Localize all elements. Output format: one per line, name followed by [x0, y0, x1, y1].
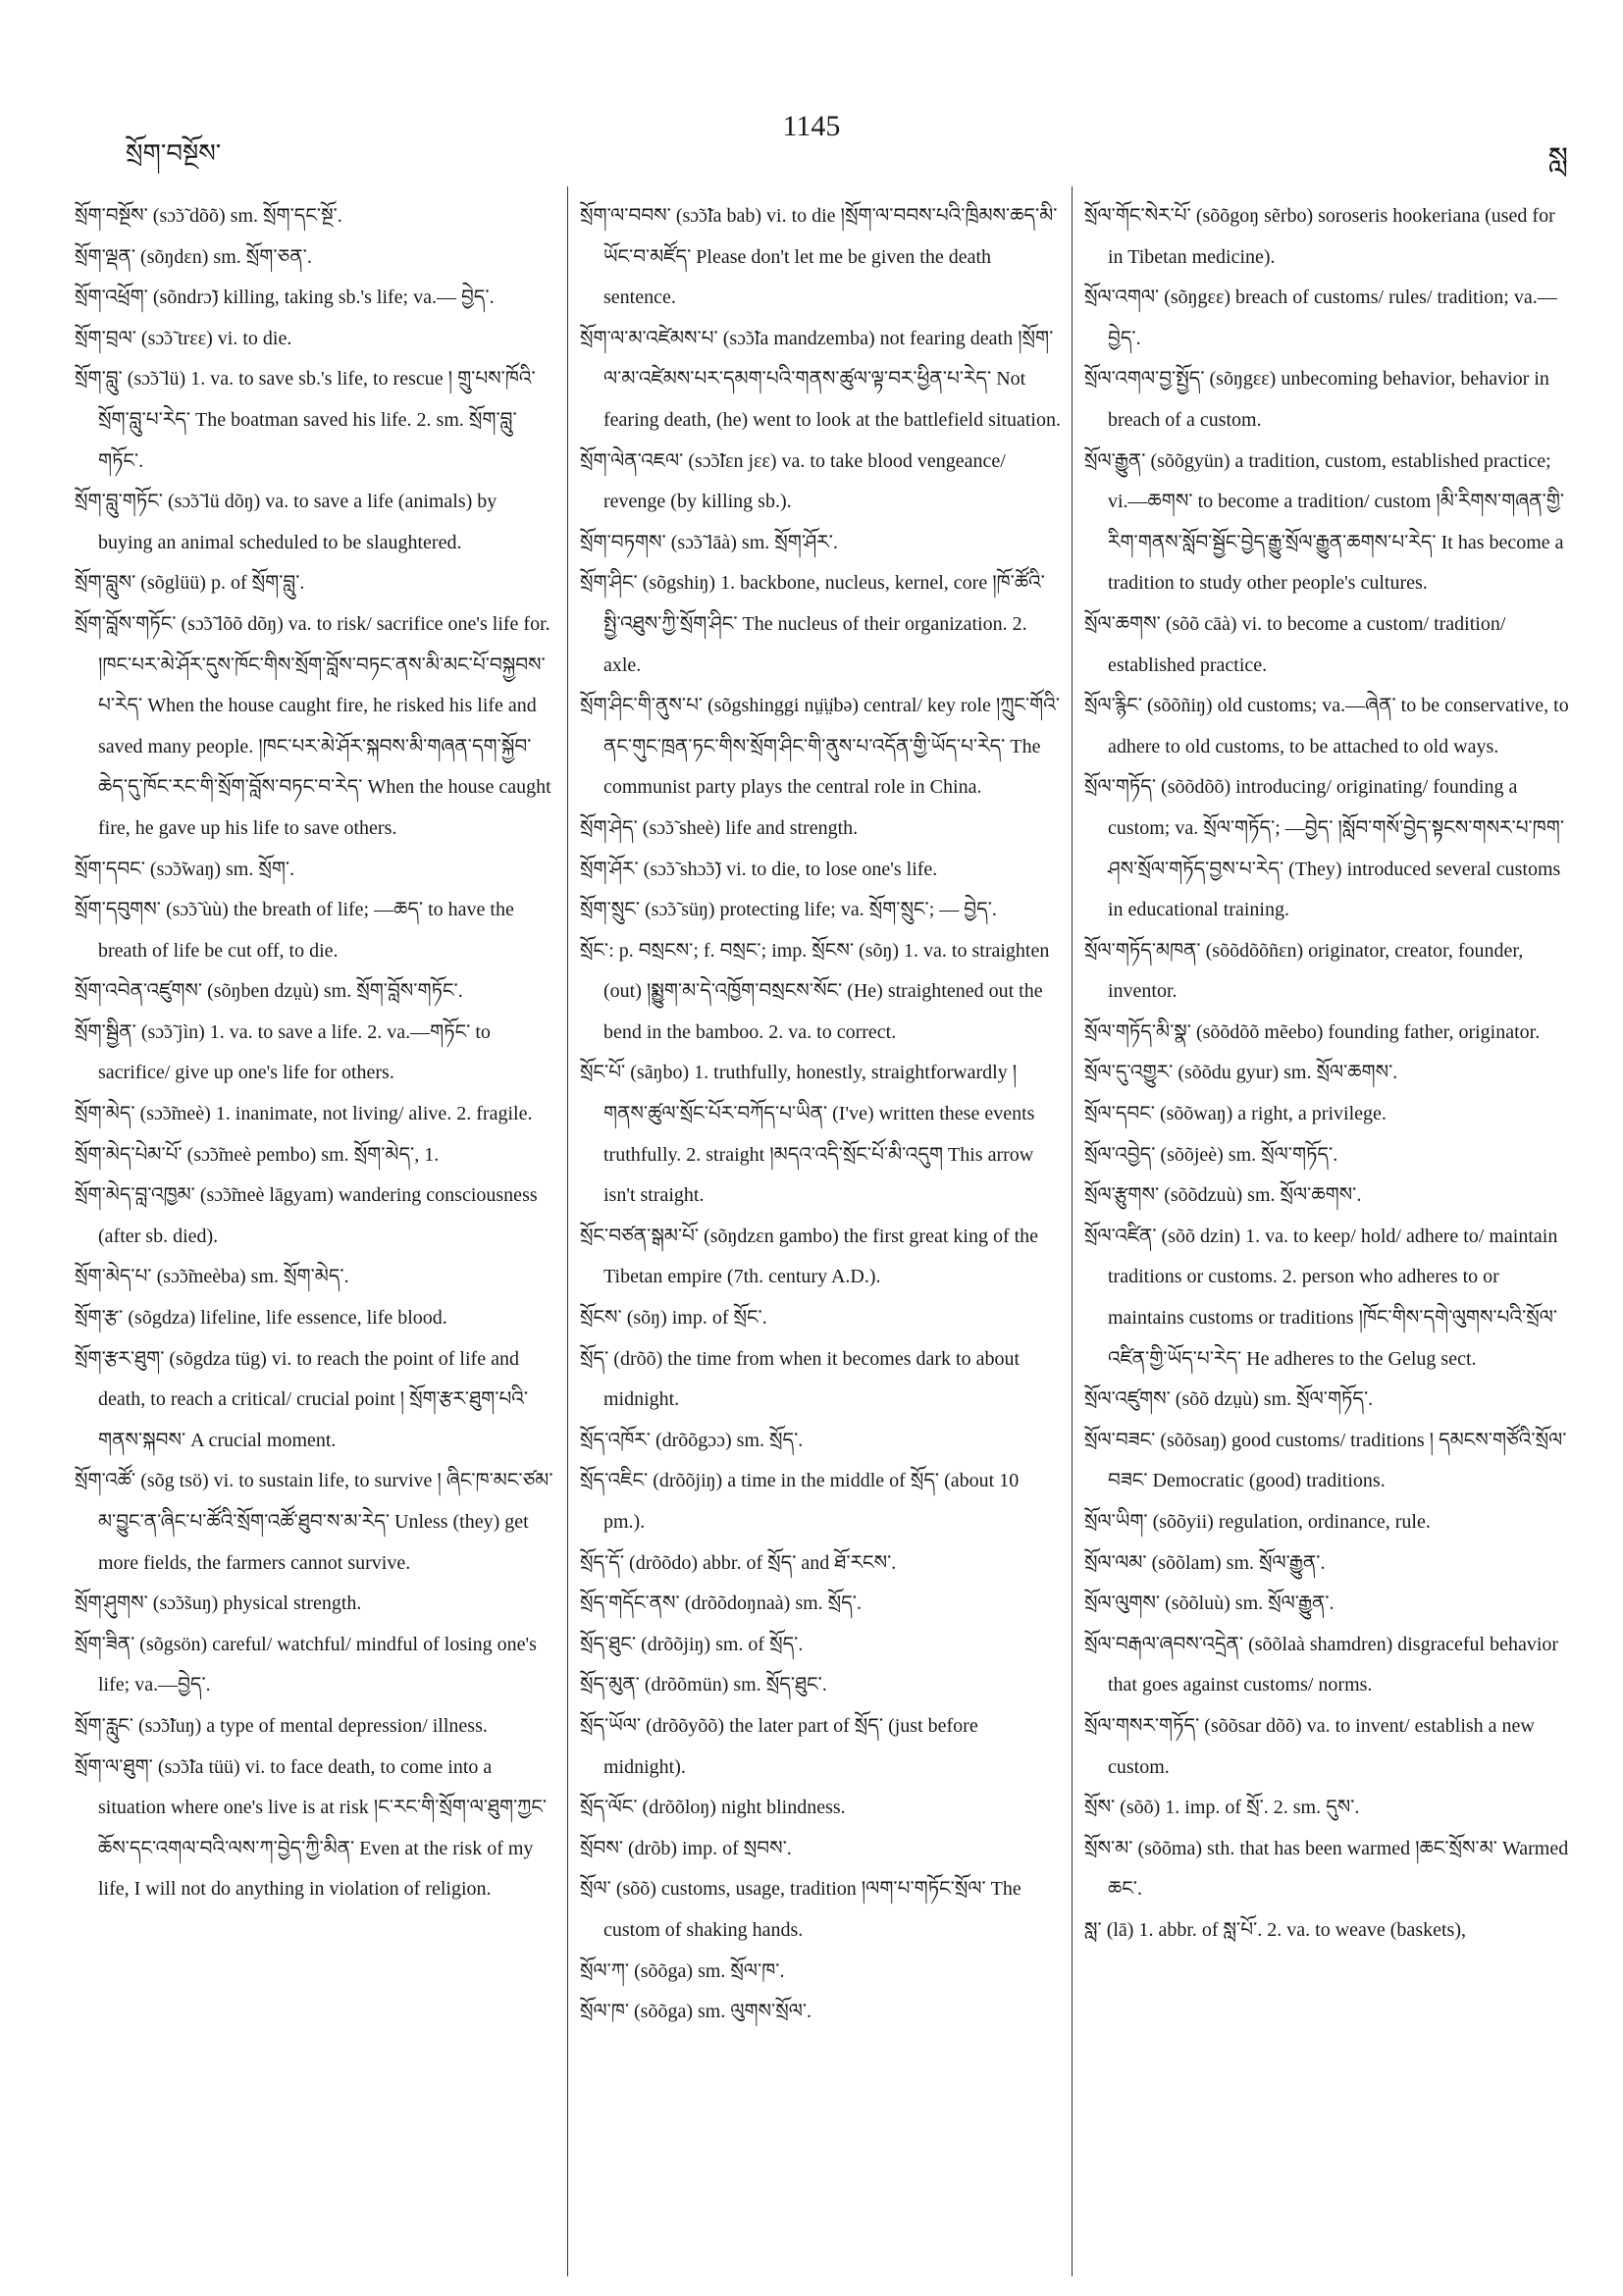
dictionary-entry: སྲོལ་འགལ་བྱ་སྤྱོད་ (sõŋgɛɛ) unbecoming behavior, behavior in breach of a custom.: [1084, 368, 1549, 431]
dictionary-entry: སྲོག་འཕྲོག་ (sõndrɔ̃) killing, taking sb.'s life; va.— བྱེད་.: [75, 287, 495, 309]
dictionary-entry: སྲོལ་འཛུགས་ (sõõ dzṳù) sm. སྲོལ་གཏོད་.: [1084, 1388, 1374, 1411]
page-number: 1145: [782, 110, 841, 142]
running-letter: སླ: [1547, 141, 1568, 176]
dictionary-entry: སྲོག་བླུ་གཏོང་ (sɔ̃ɔ̃ lü dõŋ) va. to save a life (animals) by buying an animal scheduled to be slaughtered.: [75, 491, 497, 553]
dictionary-entry: སྲོད་འཇིང་ (drõõjiŋ) a time in the middle of སྲོད་ (about 10 pm.).: [580, 1470, 1020, 1533]
dictionary-entry: སྲོལ་གཏོད་མཁན་ (sõõdõõñɛn) originator, creator, founder, inventor.: [1084, 939, 1524, 1003]
dictionary-entry: སླ་ (lā) 1. abbr. of སླ་པོ་. 2. va. to weave (baskets),: [1084, 1918, 1466, 1941]
dictionary-entry: སྲོག་བླུ་ (sɔ̃ɔ̃ lü) 1. va. to save sb.'s life, to rescue ། གྲུ་པས་ཁོའི་སྲོག་བླུ་པ་རེད་ The boatman saved his life. 2. sm. སྲོག་བླུ་གཏོང་.: [75, 368, 536, 472]
dictionary-entry: སྲོག་ལེན་འཇལ་ (sɔ̃ɔ̃lɛn jɛɛ) va. to take blood vengeance/ revenge (by killing sb.).: [580, 449, 1006, 513]
dictionary-entry: སྲོད་དོ་ (drõõdo) abbr. of སྲོད་ and ཐོ་རངས་.: [580, 1551, 897, 1574]
dictionary-entry: སྲོལ་རྩུགས་ (sõõdzuù) sm. སྲོལ་ཆགས་.: [1084, 1184, 1362, 1207]
dictionary-entry: སྲོད་གདོང་ནས་ (drõõdoŋnaà) sm. སྲོད་.: [580, 1592, 862, 1615]
dictionary-entry: སྲོས་ (sõõ) 1. imp. of སྲོ་. 2. sm. དུས་.: [1084, 1797, 1360, 1819]
dictionary-column-2: [580, 196, 1061, 2267]
dictionary-entry: སྲོལ་ལུགས་ (sõõluù) sm. སྲོལ་རྒྱུན་.: [1084, 1592, 1335, 1615]
dictionary-entry: སྲོལ་ལམ་ (sõõlam) sm. སྲོལ་རྒྱུན་.: [1084, 1551, 1326, 1574]
dictionary-entry: སྲོག་མེད་ (sɔ̃ɔ̃meè) 1. inanimate, not living/ alive. 2. fragile.: [75, 1103, 533, 1125]
dictionary-entry: སྲོག་སྲུང་ (sɔ̃ɔ̃ süŋ) protecting life; va. སྲོག་སྲུང་; — བྱེད་.: [580, 899, 997, 921]
dictionary-entry: སྲོད་ (drõõ) the time from when it becomes dark to about midnight.: [580, 1347, 1021, 1411]
dictionary-entry: སྲོང་པོ་ (sãŋbo) 1. truthfully, honestly, straightforwardly །གནས་ཚུལ་སྲོང་པོར་བཀོད་པ་ཡིན་ (I've) written these events truthfully. 2. straight །མདའ་འདི་སྲོང་པོ་མི་འདུག This arrow isn't straight.: [580, 1062, 1035, 1207]
dictionary-column-1: [75, 196, 555, 2267]
dictionary-entry: སྲོག་ལ་ཐུག་ (sɔ̃ɔ̃la tüü) vi. to face death, to come into a situation where one's live is at risk །ང་རང་གི་སྲོག་ལ་ཐུག་ཀྱང་ཆོས་དང་འགལ་བའི་ལས་ཀ་བྱེད་ཀྱི་མིན་ Even at the risk of my life, I will not do anything in violation of religion.: [75, 1755, 548, 1901]
dictionary-entry: སྲོལ་ (sõõ) customs, usage, tradition །ལག་པ་གཏོང་སྲོལ་ The custom of shaking hands.: [580, 1878, 1021, 1941]
dictionary-entry: སྲོག་འབེན་འཛུགས་ (sõŋben dzṳù) sm. སྲོག་བློས་གཏོང་.: [75, 980, 463, 1003]
dictionary-entry: སྲོལ་ཀ་ (sõõga) sm. སྲོལ་ཁ་.: [580, 1959, 785, 1982]
dictionary-entry: སྲོད་ཐུང་ (drõõjiŋ) sm. of སྲོད་.: [580, 1633, 804, 1655]
dictionary-entry: སྲོལ་ཁ་ (sõõga) sm. ལུགས་སྲོལ་.: [580, 2001, 812, 2023]
dictionary-entry: སྲོག་ཤུགས་ (sɔ̃ɔ̃suŋ) physical strength.: [75, 1592, 362, 1615]
dictionary-entry: སྲོག་ཤོར་ (sɔ̃ɔ̃ shɔ̃ɔ̃) vi. to die, to lose one's life.: [580, 858, 938, 880]
dictionary-entry: སྲོལ་རྒྱུན་ (sõõgyün) a tradition, custom, established practice; vi.—ཆགས་ to become a tradition/ custom །མི་རིགས་གཞན་གྱི་རིག་གནས་སློབ་སྦྱོང་བྱེད་རྒྱུ་སྲོལ་རྒྱུན་ཆགས་པ་རེད་ It has become a tradition to study other people's cultures.: [1084, 449, 1565, 595]
dictionary-entry: སྲོག་རྩ་ (sõgdza) lifeline, life essence, life blood.: [75, 1307, 447, 1330]
dictionary-entry: སྲོད་ཡོལ་ (drõõyõõ) the later part of སྲོད་ (just before midnight).: [580, 1714, 978, 1778]
dictionary-entry: སྲོག་ཟིན་ (sõgsön) careful/ watchful/ mindful of losing one's life; va.—བྱེད་.: [75, 1633, 537, 1696]
dictionary-column-3: [1084, 196, 1575, 2267]
running-headword: སྲོག་བསྔོས་: [126, 139, 222, 169]
dictionary-entry: སྲོག་བྲལ་ (sɔ̃ɔ̃ trɛɛ) vi. to die.: [75, 327, 292, 349]
dictionary-entry: སྲོག་ཤིང་གི་ནུས་པ་ (sõgshinggi nṳ̈ṳ̈bə) central/ key role །ཀྲུང་གོའི་ནང་གུང་ཁྲན་ཏང་གིས་སྲོག་ཤིང་གི་ནུས་པ་འདོན་གྱི་ཡོད་པ་རེད་ The communist party plays the central role in China.: [580, 695, 1061, 799]
dictionary-entry: སྲོལ་གཏོད་མི་སྣ་ (sõõdõõ mẽebo) founding father, originator.: [1084, 1020, 1541, 1043]
dictionary-entry: སྲོག་དབང་ (sɔ̃ɔ̃waŋ) sm. སྲོག་.: [75, 858, 295, 880]
dictionary-entry: སྲོག་ལ་མ་འཛེམས་པ་ (sɔ̃ɔ̃la mandzemba) not fearing death །སྲོག་ལ་མ་འཛེམས་པར་དམག་པའི་གནས་ཚུལ་ལྟ་བར་ཕྱིན་པ་རེད་ Not fearing death, (he) went to look at the battlefield situation.: [580, 327, 1061, 431]
dictionary-entry: སྲོལ་ཡིག་ (sõõyii) regulation, ordinance, rule.: [1084, 1511, 1431, 1533]
dictionary-entry: སྲོལ་བརྒལ་ཞབས་འདྲེན་ (sõõlaà shamdren) disgraceful behavior that goes against customs/ norms.: [1084, 1633, 1559, 1696]
dictionary-entry: སྲོད་འཁོར་ (drõõgɔɔ) sm. སྲོད་.: [580, 1429, 804, 1451]
dictionary-entry: སྲོལ་འབྱེད་ (sõõjeè) sm. སྲོལ་གཏོད་.: [1084, 1143, 1338, 1166]
dictionary-entry: སྲོས་མ་ (sõõma) sth. that has been warmed །ཆང་སྲོས་མ་ Warmed ཆང་.: [1084, 1837, 1569, 1901]
dictionary-entry: སྲོད་ལོང་ (drõõloŋ) night blindness.: [580, 1797, 846, 1819]
dictionary-entry: སྲོལ་དབང་ (sõõwaŋ) a right, a privilege.: [1084, 1103, 1387, 1125]
dictionary-entry: སྲོངས་ (sõŋ) imp. of སྲོང་.: [580, 1307, 767, 1330]
dictionary-entry: སྲོག་བཏགས་ (sɔ̃ɔ̃ lāà) sm. སྲོག་ཤོར་.: [580, 531, 838, 553]
dictionary-entry: སྲོལ་བཟང་ (sõõsaŋ) good customs/ traditions ། དམངས་གཙོའི་སྲོལ་བཟང་ Democratic (good) traditions.: [1084, 1429, 1567, 1492]
column-divider: [1072, 186, 1073, 2276]
column-divider: [567, 186, 568, 2276]
dictionary-entry: སྲོལ་གསར་གཏོད་ (sõõsar dõõ) va. to invent/ establish a new custom.: [1084, 1714, 1535, 1778]
dictionary-entry: སྲོག་ལྡན་ (sõŋdɛn) sm. སྲོག་ཅན་.: [75, 245, 312, 268]
dictionary-entry: སྲོལ་རྙིང་ (sõõñiŋ) old customs; va.—ཞེན་ to be conservative, to adhere to old customs, to be attached to old ways.: [1084, 695, 1569, 757]
dictionary-entry: སྲོག་མེད་པ་ (sɔ̃ɔ̃meèba) sm. སྲོག་མེད་.: [75, 1266, 349, 1288]
dictionary-entry: སྲོང་བཙན་སྒམ་པོ་ (sõŋdzɛn gambo) the first great king of the Tibetan empire (7th. century A.D.).: [580, 1225, 1039, 1288]
dictionary-entry: སྲོག་མེད་བླ་འཁྱམ་ (sɔ̃ɔ̃meè lāgyam) wandering consciousness (after sb. died).: [75, 1184, 538, 1247]
dictionary-entry: སྲོལ་དུ་འགྱུར་ (sõõdu gyur) sm. སྲོལ་ཆགས་.: [1084, 1062, 1398, 1084]
dictionary-entry: སྲོལ་འཛིན་ (sõõ dzin) 1. va. to keep/ hold/ adhere to/ maintain traditions or customs. 2. person who adheres to or maintains customs or traditions །ཁོང་གིས་དགེ་ལུགས་པའི་སྲོལ་འཛིན་གྱི་ཡོད་པ་རེད་ He adheres to the Gelug sect.: [1084, 1225, 1558, 1370]
dictionary-entry: སྲོག་རྩར་ཐུག་ (sõgdza tüg) vi. to reach the point of life and death, to reach a critical/ crucial point ། སྲོག་རྩར་ཐུག་པའི་གནས་སྐབས་ A crucial moment.: [75, 1347, 529, 1451]
dictionary-entry: སྲོལ་གཏོད་ (sõõdõõ) introducing/ originating/ founding a custom; va. སྲོལ་གཏོད་; —བྱེད་ །སློབ་གསོ་བྱེད་སྟངས་གསར་པ་ཁག་ཤས་སྲོལ་གཏོད་བྱས་པ་རེད་ (They) introduced several customs in educational training.: [1084, 776, 1565, 921]
dictionary-entry: སྲོལ་ཆགས་ (sõõ cāà) vi. to become a custom/ tradition/ established practice.: [1084, 612, 1506, 676]
dictionary-entry: སྲོག་སྦྱིན་ (sɔ̃ɔ̃ jìn) 1. va. to save a life. 2. va.—གཏོང་ to sacrifice/ give up one's life for others.: [75, 1020, 491, 1084]
dictionary-entry: སྲོག་རླུང་ (sɔ̃ɔ̃luŋ) a type of mental depression/ illness.: [75, 1714, 488, 1737]
dictionary-entry: སྲོག་བློས་གཏོང་ (sɔ̃ɔ̃ lõõ dõŋ) va. to risk/ sacrifice one's life for. །ཁང་པར་མེ་ཤོར་དུས་ཁོང་གིས་སྲོག་བློས་བཏང་ནས་མི་མང་པོ་བསྐྱབས་པ་རེད་ When the house caught fire, he risked his life and saved many people. །ཁང་པར་མེ་ཤོར་སྐབས་མི་གཞན་དག་སྐྱོབ་ཆེད་དུ་ཁོང་རང་གི་སྲོག་བློས་བཏང་བ་རེད་ When the house caught fire, he gave up his life to save others.: [75, 612, 551, 839]
dictionary-entry: སྲོག་བསྔོས་ (sɔ̃ɔ̃ dõõ) sm. སྲོག་དང་སྔོ་.: [75, 205, 342, 227]
dictionary-entry: སྲོག་བླུས་ (sõglüü) p. of སྲོག་བླུ་.: [75, 572, 305, 595]
dictionary-entry: སྲོག་མེད་པེམ་པོ་ (sɔ̃ɔ̃meè pembo) sm. སྲོག་མེད་, 1.: [75, 1143, 440, 1166]
dictionary-entry: སྲོག་ཤིང་ (sõgshiŋ) 1. backbone, nucleus, kernel, core །ཁོ་ཚོའི་སྤྱི་འཐུས་ཀྱི་སྲོག་ཤིང་ The nucleus of their organization. 2. axle.: [580, 572, 1045, 676]
dictionary-entry: སྲོག་དབུགས་ (sɔ̃ɔ̃ ùù) the breath of life; —ཆད་ to have the breath of life be cut off, to die.: [75, 899, 514, 962]
dictionary-entry: སྲོག་ཤེད་ (sɔ̃ɔ̃ sheè) life and strength.: [580, 816, 859, 839]
dictionary-entry: སྲོལ་གོང་སེར་པོ་ (sõõgoŋ sẽrbo) soroseris hookeriana (used for in Tibetan medicine).: [1084, 205, 1555, 268]
dictionary-entry: སྲོལ་འགལ་ (sõŋgɛɛ) breach of customs/ rules/ tradition; va.—བྱེད་.: [1084, 287, 1557, 349]
dictionary-entry: སྲོང་: p. བསྲངས་; f. བསྲང་; imp. སྲོངས་ (sõŋ) 1. va. to straighten (out) །སྨྱུག་མ་དེ་འཁྱོག་བསྲངས་སོང་ (He) straightened out the bend in the bamboo. 2. va. to correct.: [580, 939, 1050, 1043]
dictionary-entry: སྲོད་མུན་ (drõõmün) sm. སྲོད་ཐུང་.: [580, 1674, 827, 1696]
dictionary-entry: སྲོབས་ (drõb) imp. of སྲབས་.: [580, 1837, 792, 1859]
dictionary-entry: སྲོག་ལ་བབས་ (sɔ̃ɔ̃la bab) vi. to die །སྲོག་ལ་བབས་པའི་ཁྲིམས་ཆད་མི་ཡོང་བ་མཛོད་ Please don't let me be given the death sentence.: [580, 205, 1058, 309]
dictionary-entry: སྲོག་འཚོ་ (sõg tsö) vi. to sustain life, to survive ། ཞིང་ཁ་མང་ཙམ་མ་བྱུང་ན་ཞིང་པ་ཚོའི་སྲོག་འཚོ་ཐུབ་ས་མ་རེད་ Unless (they) get more fields, the farmers cannot survive.: [75, 1470, 553, 1574]
